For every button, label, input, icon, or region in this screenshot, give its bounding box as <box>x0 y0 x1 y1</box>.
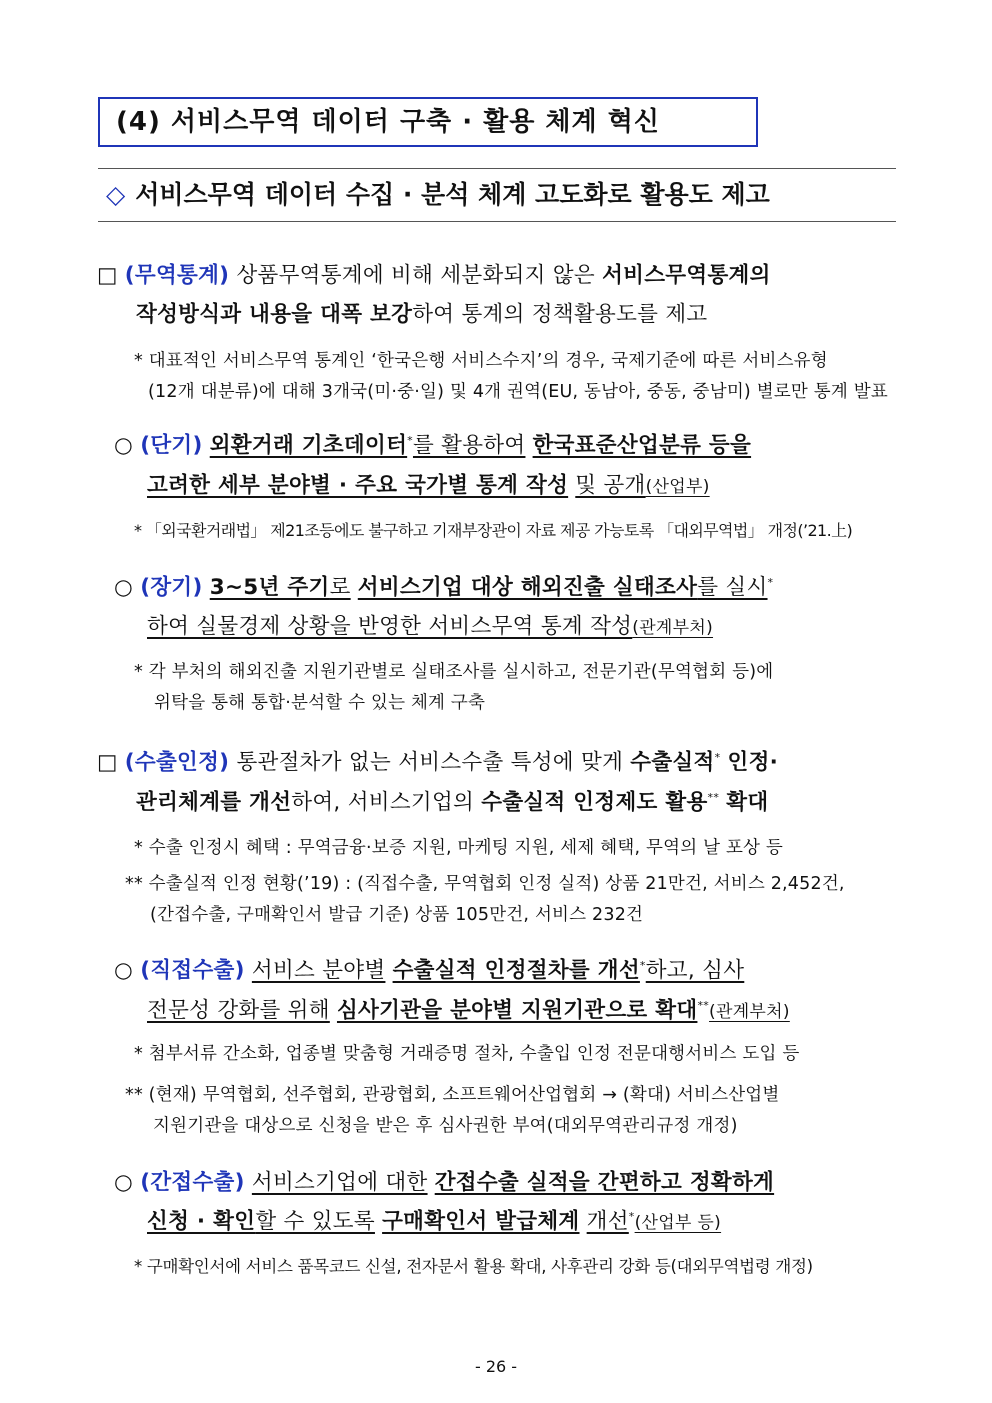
bold-text: 한국표준산업분류 등을 <box>532 433 752 458</box>
bold-text: 고려한 세부 분야별 · 주요 국가별 통계 작성 <box>147 473 569 498</box>
circle-bullet: ○ <box>114 575 134 600</box>
text: 전문성 강화를 위해 <box>147 998 330 1023</box>
bold-text: 관리체계를 개선 <box>136 790 292 815</box>
text: 할 수 있도록 <box>255 1209 375 1234</box>
diamond-icon: ◇ <box>106 180 126 209</box>
tag-trade-stats: (무역통계) <box>124 263 230 288</box>
item-long-term-line-2 <box>147 609 713 640</box>
item-direct-export-line-2 <box>147 993 790 1024</box>
paragraph-2-line-2 <box>136 785 768 816</box>
circle-bullet: ○ <box>114 433 134 458</box>
circle-bullet: ○ <box>114 958 134 983</box>
item-direct-export-line-1 <box>114 953 744 984</box>
text: 서비스기업에 대한 <box>251 1170 428 1195</box>
text: 하여, 서비스기업의 <box>291 790 475 815</box>
bold-text: 수출실적 <box>630 750 715 775</box>
text: (산업부 등) <box>634 1213 722 1233</box>
tag-direct-export: (직접수출) <box>140 958 245 983</box>
square-bullet: □ <box>97 263 118 288</box>
bold-text: 확대 <box>726 790 769 815</box>
paragraph-2-line-1 <box>97 745 778 776</box>
tag-long-term: (장기) <box>140 575 203 600</box>
item-indirect-export-line-1 <box>114 1165 774 1196</box>
text: 하여 실물경제 상황을 반영한 서비스무역 통계 작성 <box>147 614 633 639</box>
note: * 구매확인서에 서비스 품목코드 신설, 전자문서 활용 확대, 사후관리 강화 등(대외무역법령 개정) <box>134 1257 813 1276</box>
note: * 첨부서류 간소화, 업종별 맞춤형 거래증명 절차, 수출입 인정 전문대행서비스 도입 등 <box>134 1044 800 1064</box>
bold-text: 신청 · 확인 <box>147 1209 256 1234</box>
note: * 수출 인정시 혜택 : 무역금융·보증 지원, 마케팅 지원, 세제 혜택, 무역의 날 포상 등 <box>134 838 784 858</box>
bold-text: 간접수출 실적을 간편하고 정확하게 <box>434 1170 775 1195</box>
subsection-title: 서비스무역 데이터 수집 · 분석 체계 고도화로 활용도 제고 <box>135 180 770 209</box>
note: ** (현재) 무역협회, 선주협회, 관광협회, 소프트웨어산업협회 → (확대) 서비스산업별 <box>125 1085 780 1105</box>
paragraph-1-line-2 <box>136 297 708 328</box>
footnote-mark: ** <box>697 998 710 1012</box>
item-indirect-export-line-2 <box>147 1204 721 1235</box>
text: 를 활용하여 <box>412 433 526 458</box>
note: 위탁을 통해 통합·분석할 수 있는 체계 구축 <box>154 693 486 713</box>
note: * 대표적인 서비스무역 통계인 ‘한국은행 서비스수지’의 경우, 국제기준에 따른 서비스유형 <box>134 351 828 371</box>
note: ** 수출실적 인정 현황(’19) : (직접수출, 무역협회 인정 실적) 상품 21만건, 서비스 2,452건, <box>125 874 845 894</box>
item-short-term-line-1 <box>114 428 751 459</box>
text: 를 실시 <box>697 575 768 600</box>
note: * 「외국환거래법」 제21조등에도 불구하고 기재부장관이 자료 제공 가능토록 「대외무역법」 개정(’21.上) <box>134 521 853 540</box>
bold-text: 외환거래 기초데이터 <box>209 433 408 458</box>
text: (산업부) <box>645 477 710 497</box>
footnote-mark: * <box>639 958 646 972</box>
text: 통관절차가 없는 서비스수출 특성에 맞게 <box>236 750 624 775</box>
circle-bullet: ○ <box>114 1170 134 1195</box>
page-number: - 26 - <box>474 1357 518 1376</box>
bold-text: 작성방식과 내용을 대폭 보강 <box>136 302 413 327</box>
text: (관계부처) <box>709 1002 790 1022</box>
section-title: (4) 서비스무역 데이터 구축 · 활용 체계 혁신 <box>98 97 758 147</box>
text: 하여 통계의 정책활용도를 제고 <box>412 302 708 327</box>
text: 개선 <box>586 1209 629 1234</box>
footnote-mark: ** <box>707 790 720 804</box>
bold-text: 심사기관을 분야별 지원기관으로 확대 <box>336 998 698 1023</box>
footnote-mark: * <box>628 1209 635 1223</box>
note: (간접수출, 구매확인서 발급 기준) 상품 105만건, 서비스 232건 <box>150 905 644 925</box>
note: * 각 부처의 해외진출 지원기관별로 실태조사를 실시하고, 전문기관(무역협회 등)에 <box>134 662 774 682</box>
text: 상품무역통계에 비해 세분화되지 않은 <box>236 263 595 288</box>
note: (12개 대분류)에 대해 3개국(미·중·일) 및 4개 권역(EU, 동남아, 중동, 중남미) 별로만 통계 발표 <box>148 382 888 402</box>
item-long-term-line-1 <box>114 570 773 601</box>
bold-text: 수출실적 인정제도 활용 <box>481 790 708 815</box>
text: 하고, 심사 <box>645 958 745 983</box>
tag-indirect-export: (간접수출) <box>140 1170 245 1195</box>
bold-text: 서비스기업 대상 해외진출 실태조사 <box>357 575 698 600</box>
text: (관계부처) <box>632 618 714 638</box>
text: 로 <box>329 575 351 600</box>
footnote-mark: * <box>407 433 413 447</box>
paragraph-1-line-1 <box>97 258 771 289</box>
subsection-title-box <box>98 168 896 222</box>
bold-text: 구매확인서 발급체계 <box>382 1209 580 1234</box>
footnote-mark: * <box>767 575 774 589</box>
footnote-mark: * <box>714 750 721 764</box>
bold-text: 수출실적 인정절차를 개선 <box>392 958 640 983</box>
text: 서비스 분야별 <box>251 958 386 983</box>
tag-export-recognition: (수출인정) <box>124 750 230 775</box>
bold-text: 3~5년 주기 <box>209 575 330 600</box>
tag-short-term: (단기) <box>140 433 203 458</box>
bold-text: 서비스무역통계의 <box>602 263 771 288</box>
bold-text: 인정· <box>727 750 779 775</box>
note: 지원기관을 대상으로 신청을 받은 후 심사권한 부여(대외무역관리규정 개정) <box>153 1116 738 1136</box>
item-short-term-line-2 <box>147 468 710 499</box>
square-bullet: □ <box>97 750 118 775</box>
text: 및 공개 <box>575 473 646 498</box>
